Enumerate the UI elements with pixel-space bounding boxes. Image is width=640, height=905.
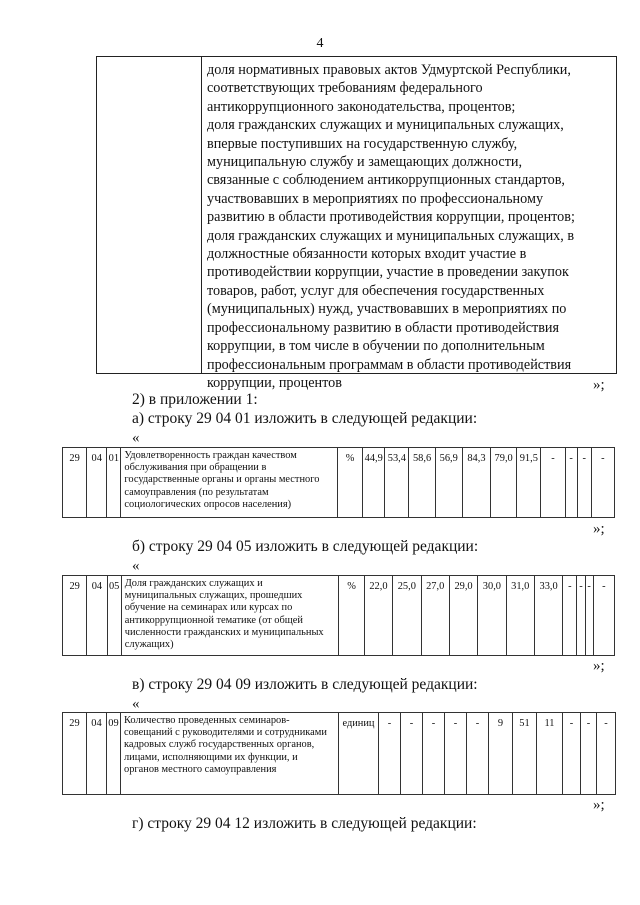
- value-cell: 56,9: [435, 448, 462, 518]
- code-cell: 04: [87, 576, 107, 656]
- unit-cell: %: [337, 448, 362, 518]
- indicator-text-line: антикоррупционного законодательства, процентов;: [207, 98, 516, 115]
- value-cell: 30,0: [478, 576, 506, 656]
- indicator-text-line: профессиональным программам в области противодействия: [207, 356, 572, 373]
- indicator-description: Удовлетворенность граждан качеством обслуживания при обращении в государственные органы и органы местного самоуправления (по результатам социологических опросов населения): [121, 448, 338, 518]
- indicator-text-line: связанные с соблюдением антикоррупционных стандартов,: [207, 172, 565, 189]
- indicator-text-line: соответствующих требованиям федерального: [207, 80, 483, 97]
- value-cell: 58,6: [409, 448, 435, 518]
- value-cell: -: [445, 713, 467, 795]
- section-d-heading: г) строку 29 04 12 изложить в следующей редакции:: [132, 815, 477, 832]
- value-cell: 51: [513, 713, 537, 795]
- indicator-text-line: товаров, работ, услуг для обеспечения государственных: [207, 282, 545, 299]
- value-cell: 44,9: [363, 448, 385, 518]
- code-cell: 04: [87, 448, 107, 518]
- value-cell: -: [563, 576, 577, 656]
- indicator-text-line: (муниципальных) нужд, участвовавших в мероприятиях по: [207, 301, 567, 318]
- value-cell: -: [581, 713, 597, 795]
- indicator-list-text: [207, 61, 612, 392]
- table-row: [63, 576, 615, 656]
- value-cell: -: [597, 713, 616, 795]
- code-cell: 09: [107, 713, 121, 795]
- indicator-text-line: профессиональному развитию в области противодействия: [207, 319, 560, 336]
- indicator-description: Доля гражданских служащих и муниципальных служащих, прошедших обучение на семинарах или курсах по антикоррупционной тематике (от общей численности гражданских и муниципальных служащих): [121, 576, 339, 656]
- value-cell: -: [593, 576, 614, 656]
- indicator-text-line: впервые поступивших на государственную службу,: [207, 135, 518, 152]
- value-cell: 9: [489, 713, 513, 795]
- indicator-text-line: участвовавших в мероприятиях по профессиональному: [207, 190, 544, 207]
- indicator-text-line: противодействии коррупции, участие в проведении закупок: [207, 264, 569, 281]
- value-cell: 25,0: [393, 576, 421, 656]
- closing-quote: »;: [593, 377, 605, 393]
- value-cell: -: [467, 713, 489, 795]
- section-a-heading: а) строку 29 04 01 изложить в следующей редакции:: [132, 410, 478, 427]
- indicator-text-line: доля нормативных правовых актов Удмуртской Республики,: [207, 62, 571, 78]
- value-cell: 29,0: [449, 576, 477, 656]
- section-c-open-quote: «: [132, 696, 140, 712]
- section-a-open-quote: «: [132, 430, 140, 446]
- indicator-text-line: муниципальную службу и замещающих должности,: [207, 154, 523, 171]
- value-cell: -: [577, 448, 591, 518]
- code-cell: 04: [87, 713, 107, 795]
- value-cell: -: [541, 448, 565, 518]
- section-a-row-table: [62, 447, 615, 518]
- code-cell: 05: [107, 576, 121, 656]
- value-cell: 11: [537, 713, 563, 795]
- value-cell: 84,3: [462, 448, 490, 518]
- value-cell: 22,0: [364, 576, 392, 656]
- section-c-close-quote: »;: [593, 797, 605, 813]
- value-cell: 31,0: [506, 576, 534, 656]
- value-cell: -: [585, 576, 593, 656]
- section-c-row-table: [62, 712, 616, 795]
- value-cell: -: [591, 448, 614, 518]
- unit-cell: единиц: [339, 713, 379, 795]
- indicator-text-line: коррупции, процентов: [207, 374, 342, 391]
- table-row: [63, 448, 615, 518]
- indicator-text-line: коррупции, в том числе в обучении по дополнительным: [207, 338, 545, 355]
- section-b-row-table: [62, 575, 615, 656]
- code-cell: 29: [63, 713, 87, 795]
- indicator-description: Количество проведенных семинаров-совещаний с руководителями и сотрудниками кадровых служб государственных органов, лицами, исполняющими их функции, и органов местного самоуправления: [121, 713, 339, 795]
- indicator-text-line: доля гражданских служащих и муниципальных служащих,: [207, 117, 564, 134]
- value-cell: 53,4: [385, 448, 409, 518]
- value-cell: 27,0: [421, 576, 449, 656]
- table-row: [63, 713, 616, 795]
- continuation-table: [96, 56, 617, 391]
- section-b-close-quote: »;: [593, 658, 605, 674]
- value-cell: -: [401, 713, 423, 795]
- section-c-heading: в) строку 29 04 09 изложить в следующей редакции:: [132, 676, 478, 693]
- indicator-text-line: развитию в области противодействия коррупции, процентов;: [207, 209, 575, 226]
- value-cell: -: [565, 448, 577, 518]
- indicator-text-line: доля гражданских служащих и муниципальных служащих, в: [207, 227, 575, 244]
- value-cell: 91,5: [517, 448, 541, 518]
- unit-cell: %: [339, 576, 364, 656]
- code-cell: 29: [63, 576, 87, 656]
- section-b-open-quote: «: [132, 558, 140, 574]
- code-cell: 01: [107, 448, 121, 518]
- value-cell: 33,0: [534, 576, 562, 656]
- section-a-close-quote: »;: [593, 521, 605, 537]
- section-b-heading: б) строку 29 04 05 изложить в следующей редакции:: [132, 538, 479, 555]
- value-cell: -: [423, 713, 445, 795]
- page-number: 4: [316, 36, 324, 51]
- code-cell: 29: [63, 448, 87, 518]
- value-cell: 79,0: [491, 448, 517, 518]
- value-cell: -: [379, 713, 401, 795]
- table-column-divider: [201, 57, 202, 373]
- item-2-heading: 2) в приложении 1:: [132, 391, 258, 408]
- indicator-text-line: должностные обязанности которых входит участие в: [207, 246, 527, 263]
- value-cell: -: [577, 576, 585, 656]
- value-cell: -: [563, 713, 581, 795]
